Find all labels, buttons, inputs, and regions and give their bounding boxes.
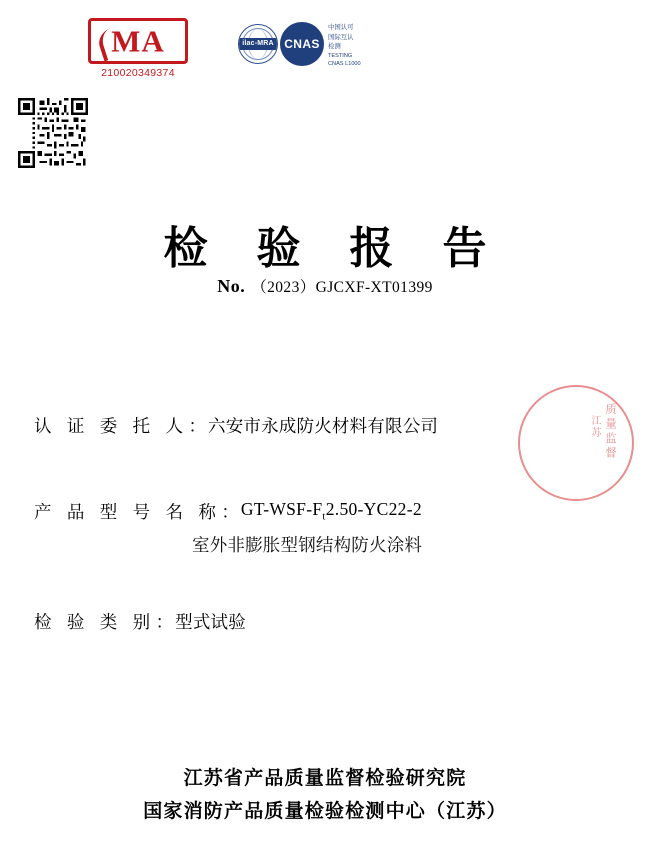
issuer-line-2: 国家消防产品质量检验检测中心（江苏） [143,800,507,822]
official-seal-stamp [518,385,634,501]
field-label-client: 认 证 委 托 人 [34,416,189,436]
field-row-test-category [34,609,594,634]
field-value-test-category: 型式试验 [175,612,246,632]
cnas-logo-icon [280,22,324,66]
cnas-mark-block [238,18,368,70]
field-value-product-line2: 室外非膨胀型钢结构防火涂料 [192,535,423,555]
report-fields [34,413,594,634]
field-colon-product: ： [221,502,239,522]
issuing-organization [0,762,650,829]
qr-code-svg [18,98,88,168]
cnas-caption-line1: 中国认可 [328,24,354,31]
cma-logo-label: MA [111,23,165,59]
ilac-mra-icon [238,24,278,64]
field-spacer-2 [34,557,594,609]
product-model-subscript: t [322,510,326,523]
report-number [0,275,650,297]
product-model-rest: 2.50-YC22-2 [325,499,422,519]
field-row-client [34,413,594,438]
seal-text-inner: 江苏 [589,415,600,439]
field-row-product [34,499,594,524]
cnas-caption-line2: 国际互认 [328,33,354,41]
cnas-caption [328,23,372,69]
field-label-product: 产 品 型 号 名 称 [34,502,222,522]
accreditation-marks-row [0,10,650,90]
product-model-main: GT-WSF-F [240,499,323,519]
field-value-client: 六安市永成防火材料有限公司 [208,416,439,436]
report-number-value: （2023）GJCXF-XT01399 [251,279,433,296]
cnas-logo-label: CNAS [284,37,320,51]
report-number-label: No. [217,276,246,296]
field-value-product [241,499,422,523]
ilac-mra-label: ilac-MRA [239,38,277,50]
issuer-line-1: 江苏省产品质量监督检验研究院 [183,767,467,789]
field-spacer-1 [34,438,594,499]
field-label-test-category: 检 验 类 别 [34,612,156,632]
page-title: 检 验 报 告 [163,224,506,273]
cnas-caption-line3: 检测 [328,43,341,51]
seal-inner [520,387,632,499]
cnas-caption-line5: CNAS L1000 [328,61,361,68]
cma-certificate-number: 210020349374 [101,67,175,79]
field-colon-test-category: ： [155,612,174,632]
cnas-caption-line4: TESTING [328,52,353,59]
field-colon-client: ： [188,416,206,436]
cma-logo-icon [88,18,188,64]
qr-code-icon [18,98,88,168]
cma-mark-block [84,18,192,79]
seal-text-outer: 质量监督 [604,403,616,461]
